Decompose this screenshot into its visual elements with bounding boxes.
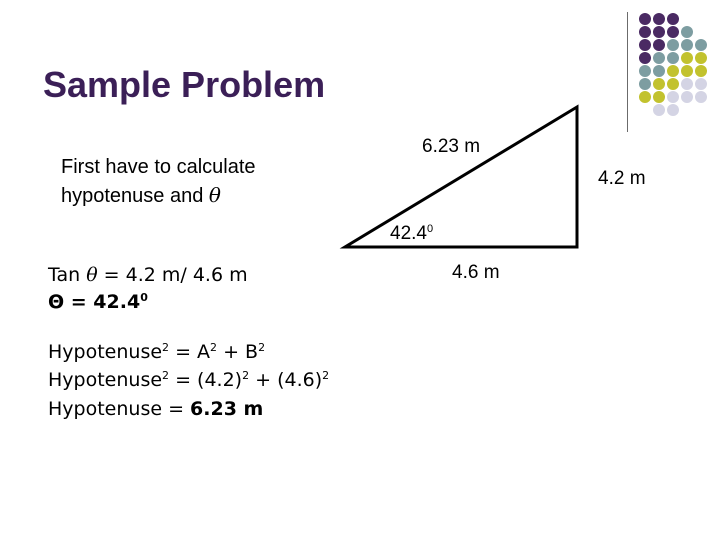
term: Hypotenuse <box>48 369 163 391</box>
theta-result-degree: 0 <box>140 291 148 304</box>
intro-line-1: First have to calculate <box>61 156 256 178</box>
theta-result <box>48 291 148 313</box>
vertical-side-label: 4.2 m <box>598 168 646 189</box>
slide-title: Sample Problem <box>43 64 326 105</box>
theta-result-value: = 42.4 <box>64 291 141 313</box>
tan-theta-symbol: θ <box>86 264 98 286</box>
pythagoras-line-2 <box>48 369 329 391</box>
exponent: 2 <box>322 369 330 382</box>
hypotenuse-result: 6.23 m <box>190 398 264 420</box>
angle-value: 42.4 <box>390 223 427 244</box>
pythagoras-line-1 <box>48 341 265 363</box>
exponent: 2 <box>258 341 266 354</box>
pythagoras-line-3 <box>48 398 263 420</box>
angle-degree: 0 <box>426 223 434 235</box>
term: Hypotenuse <box>48 341 163 363</box>
theta-symbol: θ <box>208 183 221 207</box>
term: + (4.6) <box>249 369 323 391</box>
exponent: 2 <box>210 341 218 354</box>
tan-prefix: Tan <box>48 264 87 286</box>
theta-result-symbol: Θ <box>48 291 65 313</box>
horizontal-side-label: 4.6 m <box>452 262 500 283</box>
exponent: 2 <box>242 369 250 382</box>
term: Hypotenuse = <box>48 398 191 420</box>
term: = A <box>169 341 211 363</box>
angle-label <box>390 223 433 245</box>
tan-equation <box>48 264 248 286</box>
exponent: 2 <box>162 369 170 382</box>
intro-line-2-text: hypotenuse and <box>61 185 209 207</box>
hypotenuse-label: 6.23 m <box>422 136 481 157</box>
exponent: 2 <box>162 341 170 354</box>
triangle-shape <box>345 107 577 247</box>
term: + B <box>217 341 259 363</box>
term: = (4.2) <box>169 369 243 391</box>
tan-rest: = 4.2 m/ 4.6 m <box>97 264 248 286</box>
